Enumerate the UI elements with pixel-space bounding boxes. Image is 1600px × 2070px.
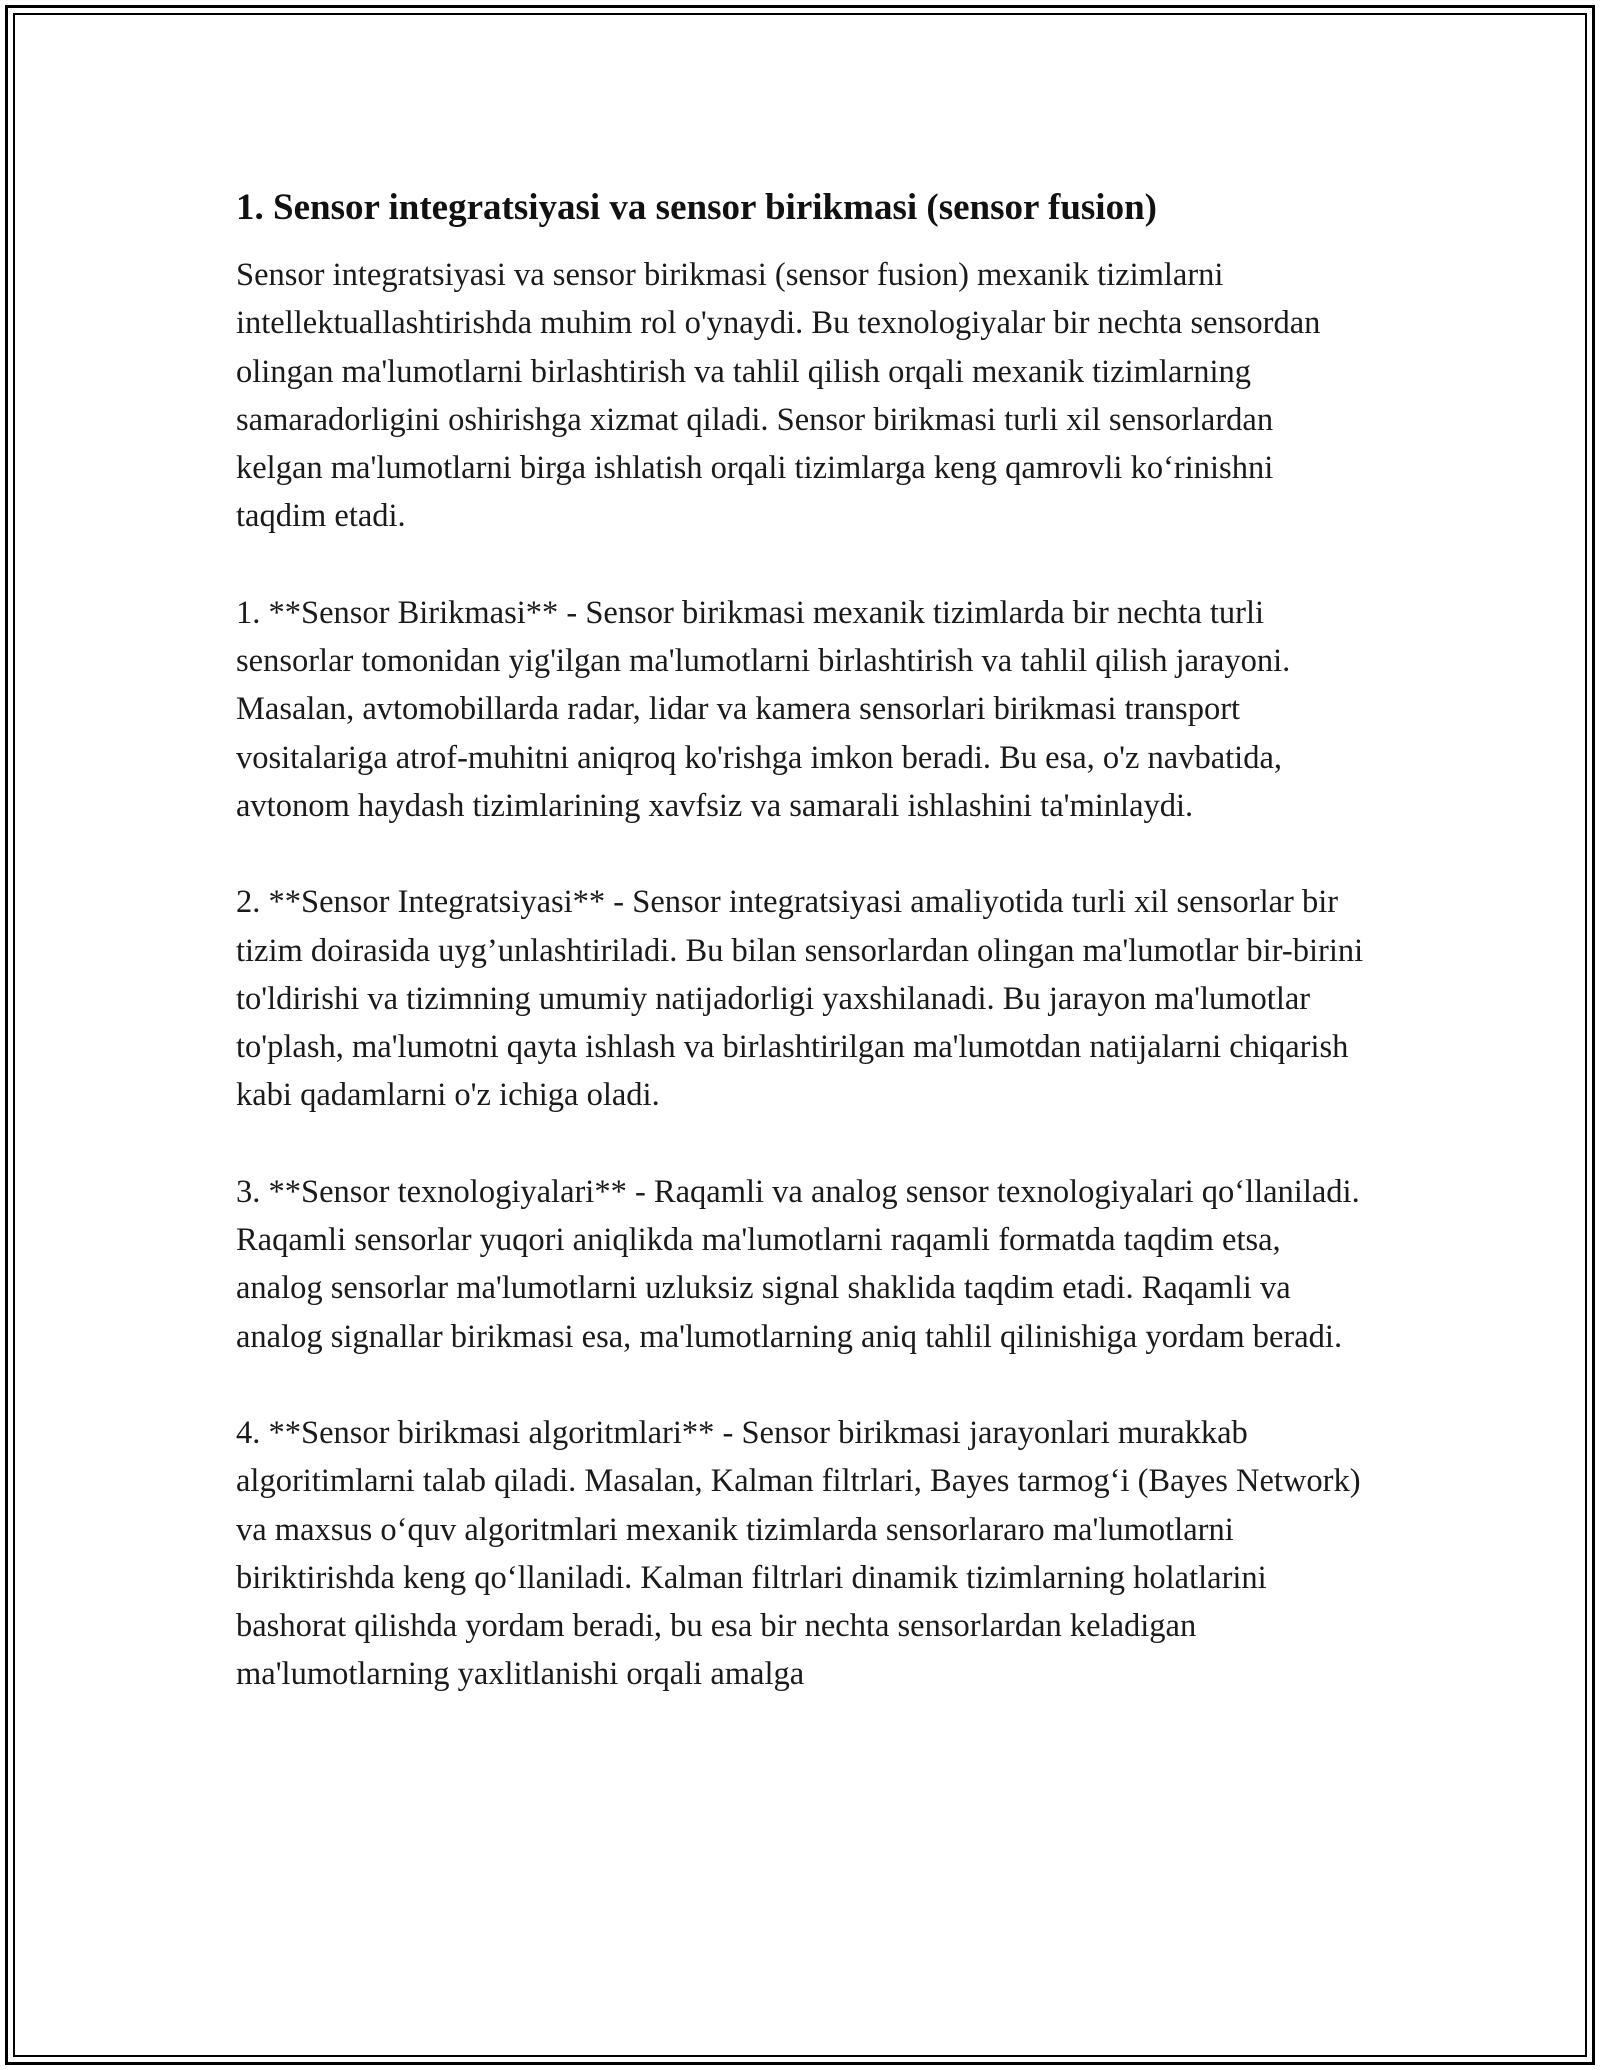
list-item-sensor-texnologiyalari: 3. **Sensor texnologiyalari** - Raqamli va analog sensor texnologiyalari qo‘llaniladi. Raqamli sensorlar yuqori aniqlikda ma'lumotlarni raqamli formatda taqdim etsa, analog sensorlar ma'lumotlarni uzluksiz signal shaklida taqdim etadi. Raqamli va analog signallar birikmasi esa, ma'lumotlarning aniq tahlil qilinishiga yordam beradi.: [236, 1173, 1360, 1355]
section-heading: 1. Sensor integratsiyasi va sensor birikmasi (sensor fusion): [236, 187, 1157, 228]
document-body: [236, 186, 1366, 1747]
list-item-sensor-integratsiyasi: 2. **Sensor Integratsiyasi** - Sensor integratsiyasi amaliyotida turli xil sensorlar bir tizim doirasida uyg’unlashtiriladi. Bu bilan sensorlardan olingan ma'lumotlar bir-birini to'ldirishi va tizimning umumiy natijadorligi yaxshilanadi. Bu jarayon ma'lumotlar to'plash, ma'lumotni qayta ishlash va birlashtirilgan ma'lumotdan natijalarni chiqarish kabi qadamlarni o'z ichiga oladi.: [236, 884, 1364, 1114]
list-item-sensor-birikmasi: 1. **Sensor Birikmasi** - Sensor birikmasi mexanik tizimlarda bir nechta turli sensorlar tomonidan yig'ilgan ma'lumotlarni birlashtirish va tahlil qilish jarayoni. Masalan, avtomobillarda radar, lidar va kamera sensorlari birikmasi transport vositalariga atrof-muhitni aniqroq ko'rishga imkon beradi. Bu esa, o'z navbatida, avtonom haydash tizimlarining xavfsiz va samarali ishlashini ta'minlaydi.: [236, 594, 1291, 824]
intro-paragraph: Sensor integratsiyasi va sensor birikmasi (sensor fusion) mexanik tizimlarni intellektuallashtirishda muhim rol o'ynaydi. Bu texnologiyalar bir nechta sensordan olingan ma'lumotlarni birlashtirish va tahlil qilish orqali mexanik tizimlarning samaradorligini oshirishga xizmat qiladi. Sensor birikmasi turli xil sensorlardan kelgan ma'lumotlarni birga ishlatish orqali tizimlarga keng qamrovli ko‘rinishni taqdim etadi.: [236, 257, 1321, 535]
list-item-sensor-algoritmlari: 4. **Sensor birikmasi algoritmlari** - Sensor birikmasi jarayonlari murakkab algoritimlarni talab qiladi. Masalan, Kalman filtrlari, Bayes tarmog‘i (Bayes Network) va maxsus o‘quv algoritmlari mexanik tizimlarda sensorlararo ma'lumotlarni biriktirishda keng qo‘llaniladi. Kalman filtrlari dinamik tizimlarning holatlarini bashorat qilishda yordam beradi, bu esa bir nechta sensorlardan keladigan ma'lumotlarning yaxlitlanishi orqali amalga: [236, 1414, 1361, 1693]
